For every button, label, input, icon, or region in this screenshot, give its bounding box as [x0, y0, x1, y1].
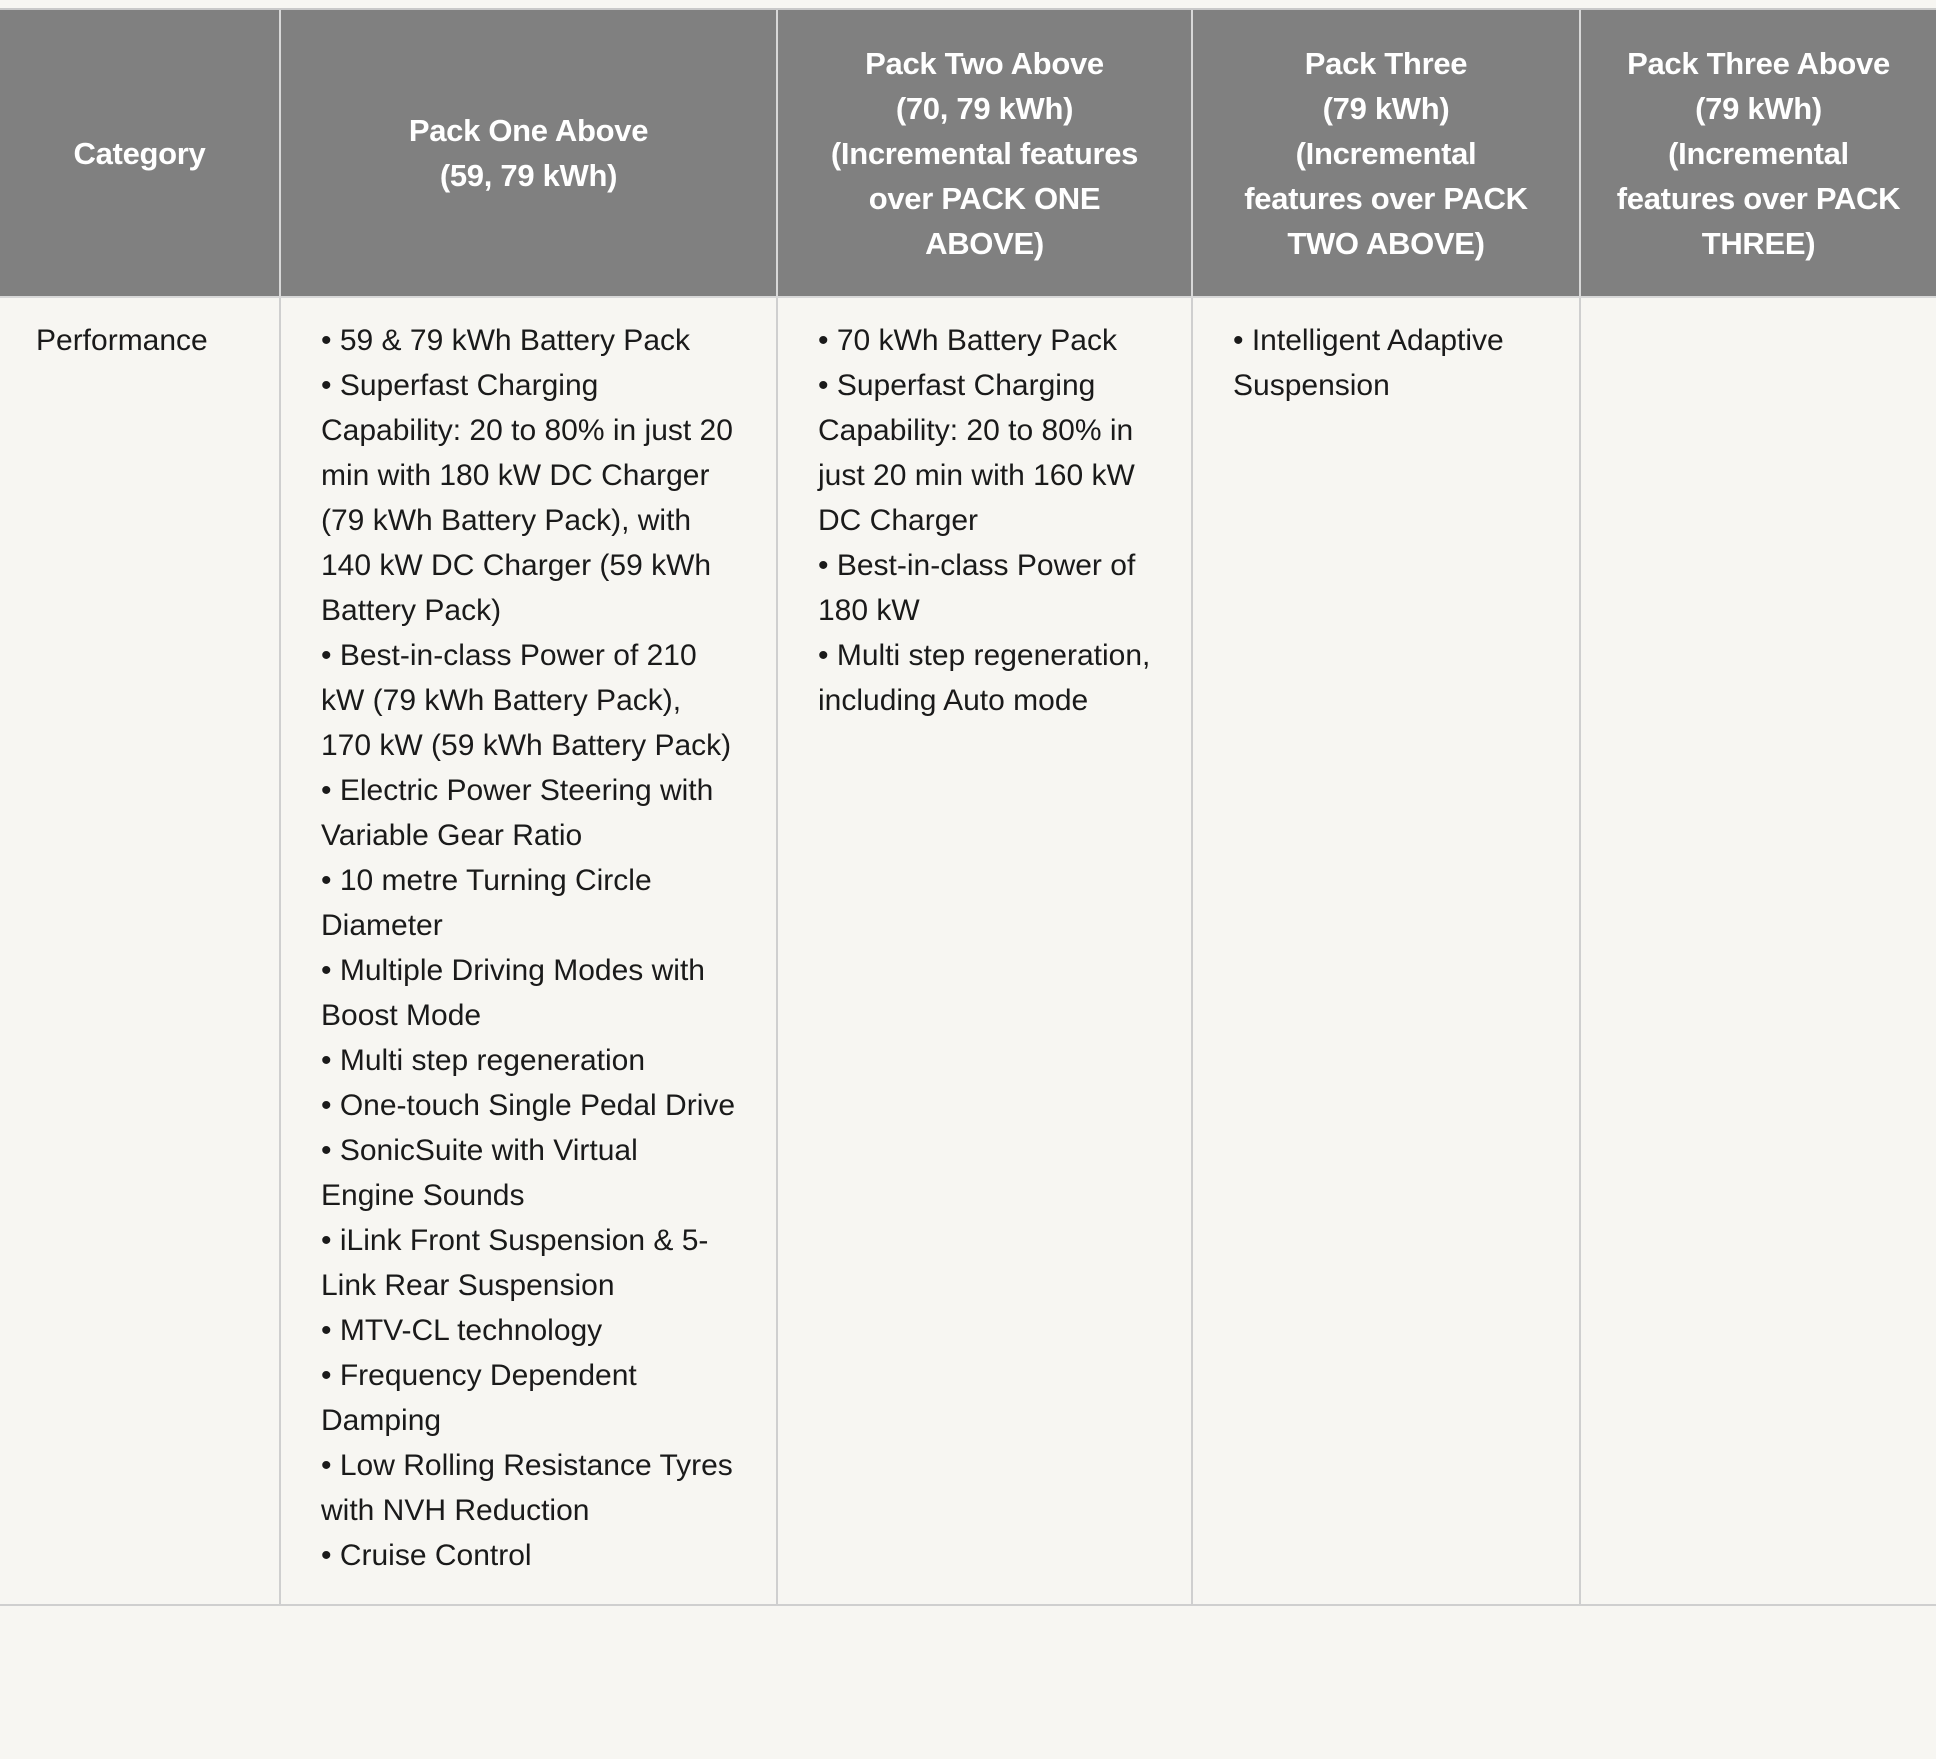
header-line: Category [73, 135, 206, 171]
feature-item: • Superfast Charging Capability: 20 to 80% in just 20 min with 160 kW DC Charger [818, 363, 1151, 543]
feature-item: • Best-in-class Power of 210 kW (79 kWh Battery Pack), 170 kW (59 kWh Battery Pack) [321, 633, 736, 768]
cell-pack-three [1192, 297, 1580, 1605]
header-line: ABOVE) [925, 225, 1044, 261]
feature-item: • MTV-CL technology [321, 1308, 736, 1353]
header-line: (59, 79 kWh) [439, 158, 618, 193]
feature-item: • Multi step regeneration [321, 1038, 736, 1083]
header-line: over PACK ONE [868, 180, 1101, 216]
feature-item: • 70 kWh Battery Pack [818, 318, 1151, 363]
header-line: Pack Three [1304, 45, 1468, 81]
header-line: Pack Three Above [1627, 45, 1890, 81]
header-line: (Incremental [1668, 135, 1849, 171]
top-rule [0, 0, 1936, 10]
cell-pack-one-above [280, 297, 777, 1605]
header-line: (Incremental features [830, 135, 1139, 171]
feature-item: • 10 metre Turning Circle Diameter [321, 858, 736, 948]
table-header [0, 10, 1936, 297]
header-pack-three-above [1580, 10, 1936, 297]
feature-item: • One-touch Single Pedal Drive [321, 1083, 736, 1128]
header-line: (Incremental [1295, 135, 1477, 171]
feature-list-pack-two-above [818, 318, 1151, 723]
header-line: (70, 79 kWh) [895, 90, 1074, 126]
header-category [0, 10, 280, 297]
feature-item: • 59 & 79 kWh Battery Pack [321, 318, 736, 363]
feature-item: • Multi step regeneration, including Auto mode [818, 633, 1151, 723]
feature-item: • iLink Front Suspension & 5-Link Rear Suspension [321, 1218, 736, 1308]
header-pack-three [1192, 10, 1580, 297]
category-label: Performance [36, 324, 208, 357]
table-row-performance [0, 297, 1936, 1605]
header-row [0, 10, 1936, 297]
table-body [0, 297, 1936, 1605]
header-line: features over PACK [1244, 180, 1528, 216]
feature-item: • SonicSuite with Virtual Engine Sounds [321, 1128, 736, 1218]
header-line: Pack Two Above [865, 45, 1104, 81]
header-line: features over PACK [1616, 180, 1901, 216]
header-line: Pack One Above [408, 113, 649, 148]
feature-item: • Electric Power Steering with Variable Gear Ratio [321, 768, 736, 858]
header-line: THREE) [1701, 225, 1816, 261]
feature-item: • Frequency Dependent Damping [321, 1353, 736, 1443]
header-pack-one-above [280, 10, 777, 297]
header-line: (79 kWh) [1695, 90, 1822, 126]
feature-item: • Superfast Charging Capability: 20 to 80% in just 20 min with 180 kW DC Charger (79 kWh Battery Pack), with 140 kW DC Charger (59 kWh Battery Pack) [321, 363, 736, 633]
feature-item: • Best-in-class Power of 180 kW [818, 543, 1151, 633]
feature-item: • Intelligent Adaptive Suspension [1233, 318, 1539, 408]
feature-list-pack-one-above [321, 318, 736, 1578]
header-line: (79 kWh) [1322, 90, 1450, 126]
header-pack-two-above [777, 10, 1192, 297]
feature-list-pack-three [1233, 318, 1539, 408]
feature-item: • Multiple Driving Modes with Boost Mode [321, 948, 736, 1038]
cell-pack-two-above [777, 297, 1192, 1605]
header-line: TWO ABOVE) [1287, 225, 1485, 261]
feature-item: • Low Rolling Resistance Tyres with NVH Reduction [321, 1443, 736, 1533]
feature-comparison-table [0, 10, 1936, 1606]
cell-pack-three-above [1580, 297, 1936, 1605]
cell-category [0, 297, 280, 1605]
feature-item: • Cruise Control [321, 1533, 736, 1578]
